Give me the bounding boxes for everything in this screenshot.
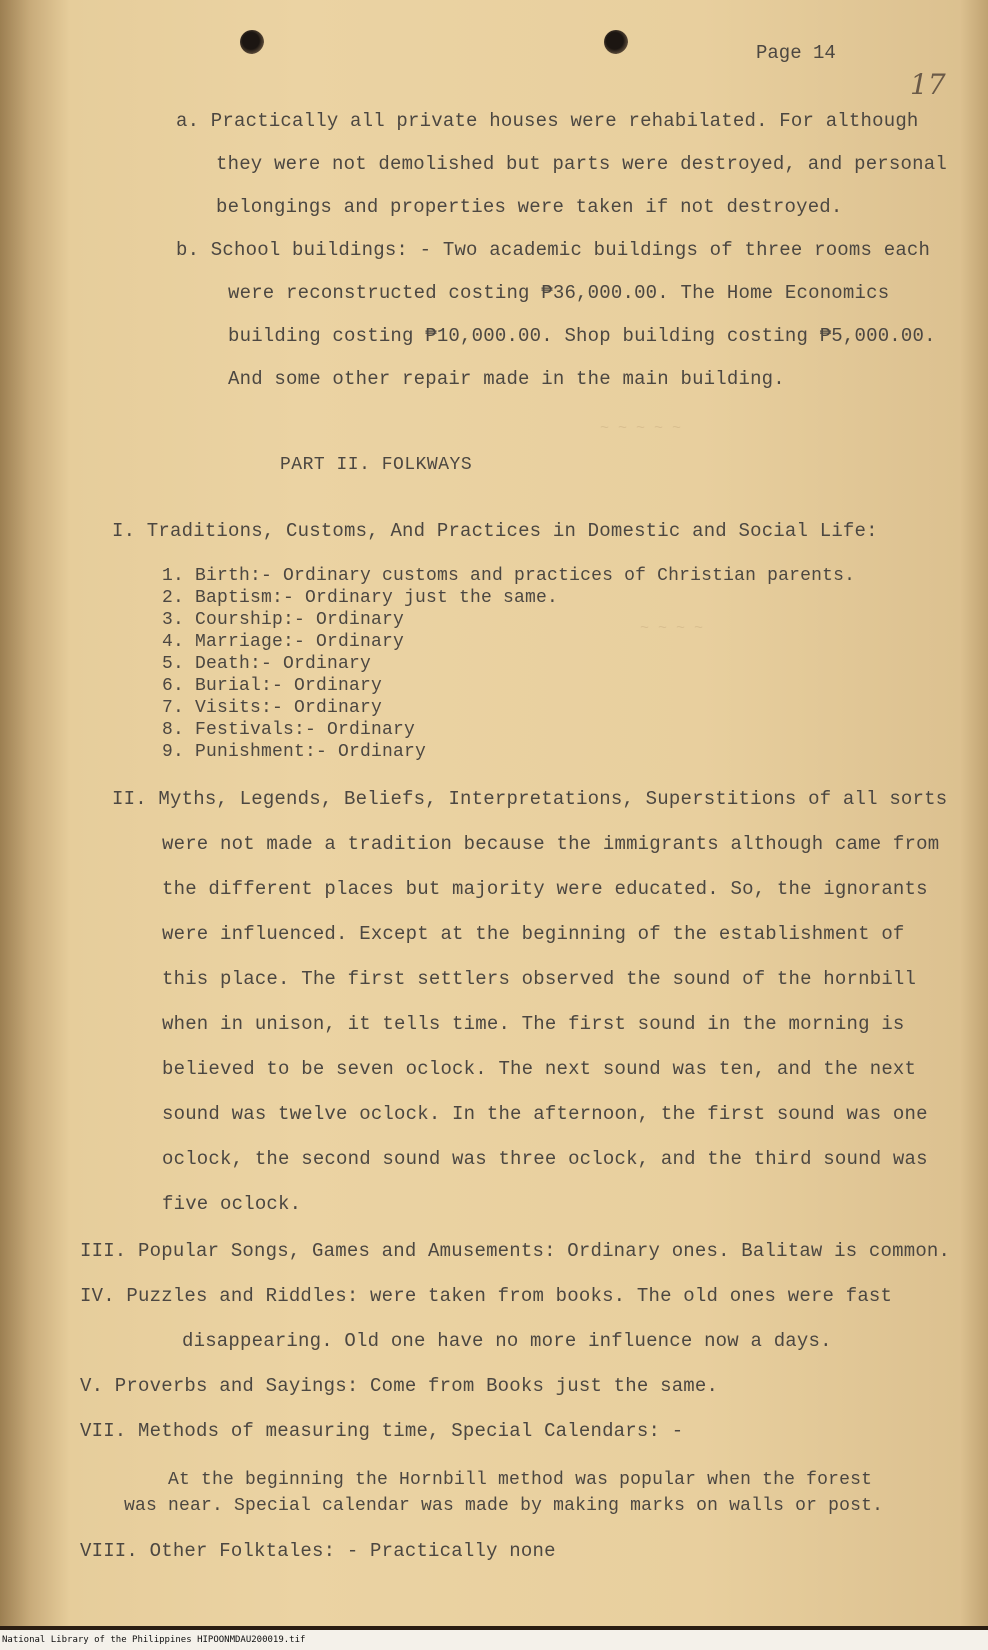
list-item: 7. Visits:- Ordinary [162,698,383,718]
text-line: II. Myths, Legends, Beliefs, Interpretations, Superstitions of all sorts [112,788,948,810]
text-line: belongings and properties were taken if not destroyed. [216,196,843,218]
list-item: 9. Punishment:- Ordinary [162,742,427,762]
list-item: 6. Burial:- Ordinary [162,676,383,696]
text-line: believed to be seven oclock. The next sound was ten, and the next [162,1058,917,1080]
bleed-through-marks: ~ ~ ~ ~ [640,620,704,637]
text-line: III. Popular Songs, Games and Amusements: Ordinary ones. Balitaw is common. [80,1240,951,1262]
text-line: IV. Puzzles and Riddles: were taken from books. The old ones were fast [80,1285,893,1307]
text-line: V. Proverbs and Sayings: Come from Books just the same. [80,1375,719,1397]
text-line: was near. Special calendar was made by making marks on walls or post. [124,1496,884,1516]
scan-footer-caption: National Library of the Philippines HIPOONMDAU200019.tif [0,1630,988,1650]
list-item: 1. Birth:- Ordinary customs and practices of Christian parents. [162,566,856,586]
text-line: when in unison, it tells time. The first sound in the morning is [162,1013,905,1035]
list-item: 2. Baptism:- Ordinary just the same. [162,588,559,608]
section-title: I. Traditions, Customs, And Practices in Domestic and Social Life: [112,520,878,542]
list-item: 5. Death:- Ordinary [162,654,372,674]
page-number: Page 14 [756,42,836,64]
folio-handwritten-number: 17 [910,68,946,101]
text-line: At the beginning the Hornbill method was popular when the forest [168,1470,873,1490]
text-line: oclock, the second sound was three oclock, and the third sound was [162,1148,928,1170]
text-line: b. School buildings: - Two academic buildings of three rooms each [176,239,931,261]
text-line: And some other repair made in the main building. [228,368,785,390]
text-line: they were not demolished but parts were destroyed, and personal [216,153,947,175]
text-line: sound was twelve oclock. In the afternoon, the first sound was one [162,1103,928,1125]
text-line: the different places but majority were educated. So, the ignorants [162,878,928,900]
punch-hole-right [604,30,628,54]
text-line: a. Practically all private houses were rehabilated. For although [176,110,919,132]
punch-hole-left [240,30,264,54]
list-item: 3. Courship:- Ordinary [162,610,405,630]
text-line: disappearing. Old one have no more influence now a days. [182,1330,832,1352]
list-item: 4. Marriage:- Ordinary [162,632,405,652]
section-title: VII. Methods of measuring time, Special Calendars: - [80,1420,684,1442]
text-line: building costing ₱10,000.00. Shop building costing ₱5,000.00. [228,325,936,347]
bleed-through-marks: ~ ~ ~ ~ ~ [600,420,682,437]
text-line: five oclock. [162,1193,302,1215]
text-line: were reconstructed costing ₱36,000.00. The Home Economics [228,282,890,304]
text-line: this place. The first settlers observed the sound of the hornbill [162,968,917,990]
text-line: VIII. Other Folktales: - Practically none [80,1540,556,1562]
part-heading: PART II. FOLKWAYS [280,455,473,475]
text-line: were influenced. Except at the beginning of the establishment of [162,923,905,945]
list-item: 8. Festivals:- Ordinary [162,720,416,740]
text-line: were not made a tradition because the immigrants although came from [162,833,940,855]
